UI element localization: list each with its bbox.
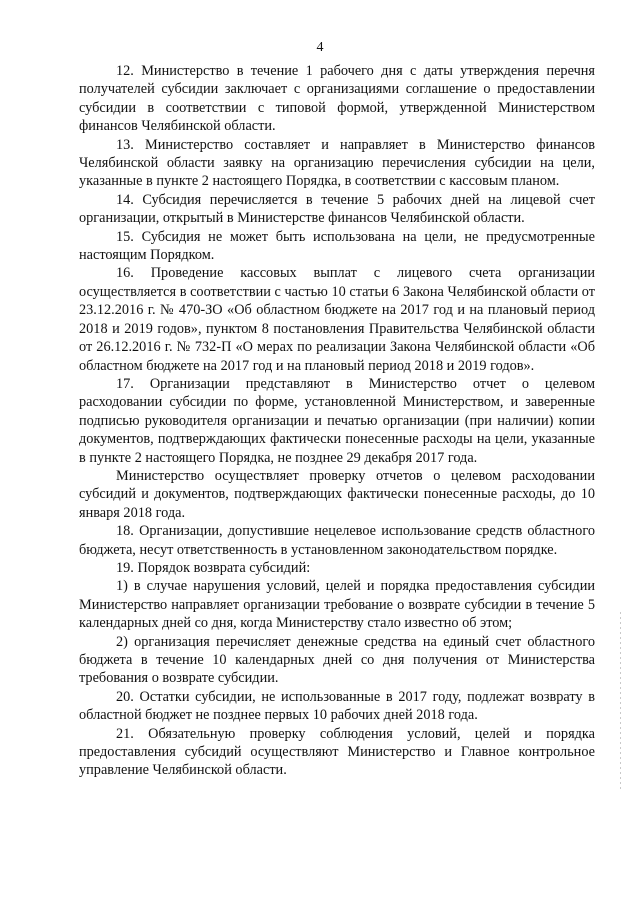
paragraph-21: 21. Обязательную проверку соблюдения условий, целей и порядка предоставления субсидий осуществляют Министерство и Главное контрольное управление Челябинской области.	[79, 725, 595, 779]
paragraph-19-item-1: 1) в случае нарушения условий, целей и порядка предоставления субсидии Министерство направляет организации требование о возврате субсидии в течение 5 календарных дней со дня, когда Министерству стало известно об этом;	[79, 578, 595, 632]
paragraph-19-item-2: 2) организация перечисляет денежные средства на единый счет областного бюджета в течение 10 календарных дней со дня получения от Министерства требования о возврате субсидии.	[79, 633, 595, 687]
paragraph-18: 18. Организации, допустившие нецелевое использование средств областного бюджета, несут ответственность в установленном законодательством порядке.	[79, 523, 595, 558]
document-body	[79, 62, 595, 780]
scan-margin-mark	[620, 612, 621, 792]
paragraph-17-verification: Министерство осуществляет проверку отчетов о целевом расходовании субсидий и документов, подтверждающих фактически понесенные расходы, до 10 января 2018 года.	[79, 467, 595, 521]
paragraph-17: 17. Организации представляют в Министерство отчет о целевом расходовании субсидии по форме, установленной Министерством, и заверенные подписью руководителя организации и печатью организации (при наличии) копии документов, подтверждающих фактически понесенные расходы на цели, указанные в пункте 2 настоящего Порядка, не позднее 29 декабря 2017 года.	[79, 375, 595, 466]
paragraph-20: 20. Остатки субсидии, не использованные в 2017 году, подлежат возврату в областной бюджет не позднее первых 10 рабочих дней 2018 года.	[79, 688, 595, 724]
paragraph-12: 12. Министерство в течение 1 рабочего дня с даты утверждения перечня получателей субсидии заключает с организациями соглашение о предоставлении субсидии в соответствии с типовой формой, утвержденной Министерством финансов Челябинской области.	[79, 63, 595, 135]
paragraph-19: 19. Порядок возврата субсидий:	[116, 559, 311, 576]
paragraph-15: 15. Субсидия не может быть использована на цели, не предусмотренные настоящим Порядком.	[79, 228, 595, 264]
paragraph-13: 13. Министерство составляет и направляет в Министерство финансов Челябинской области заявку на организацию перечисления субсидии на цели, указанные в пункте 2 настоящего Порядка, в соответствии с кассовым планом.	[79, 136, 595, 190]
paragraph-16: 16. Проведение кассовых выплат с лицевого счета организации осуществляется в соответствии с частью 10 статьи 6 Закона Челябинской области от 23.12.2016 г. № 470-ЗО «Об областном бюджете на 2017 год и на плановый период 2018 и 2019 годов», пунктом 8 постановления Правительства Челябинской области от 26.12.2016 г. № 732-П «О мерах по реализации Закона Челябинской области «Об областном бюджете на 2017 год и на плановый период 2018 и 2019 годов».	[79, 265, 595, 374]
paragraph-14: 14. Субсидия перечисляется в течение 5 рабочих дней на лицевой счет организации, открытый в Министерстве финансов Челябинской области.	[79, 191, 595, 227]
page-number: 4	[316, 40, 324, 55]
